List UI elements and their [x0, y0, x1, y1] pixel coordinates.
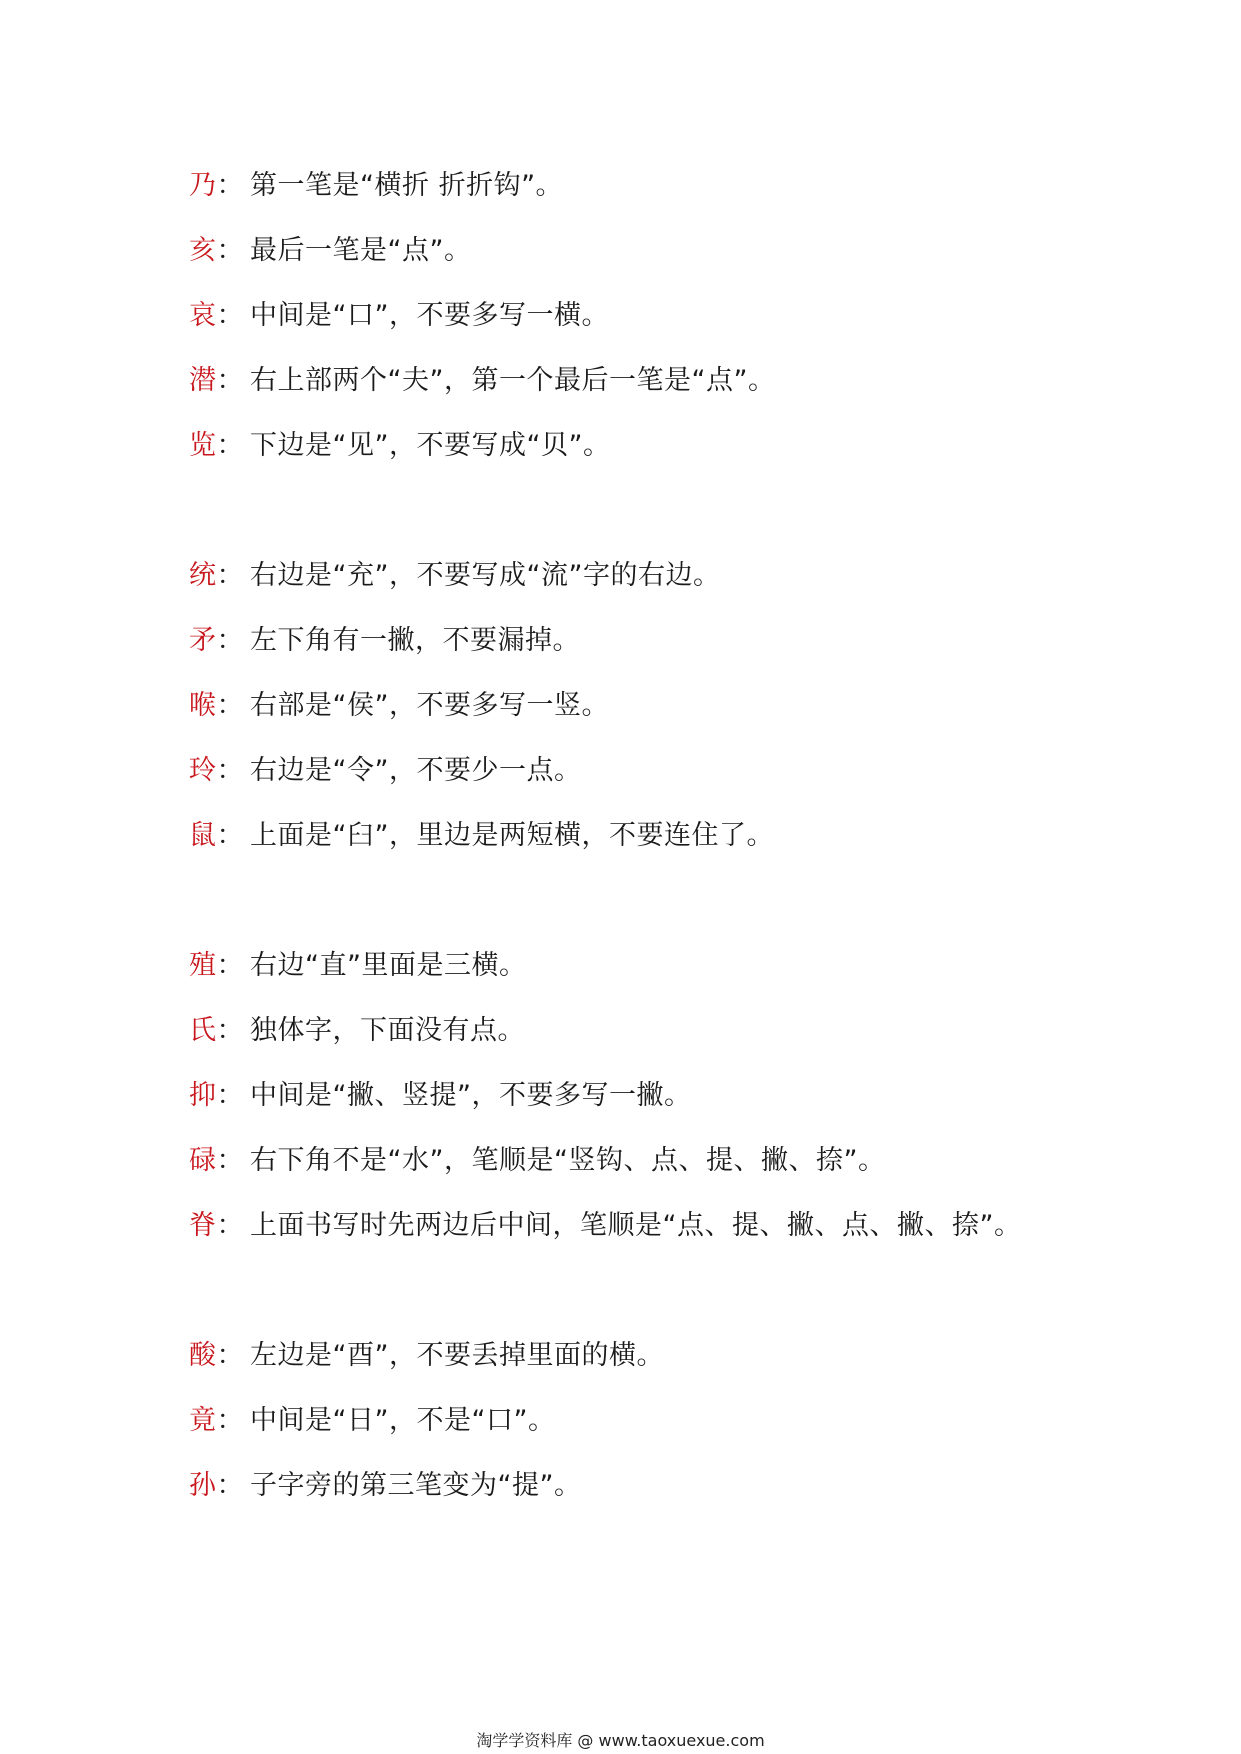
entry-colon: ：: [216, 1210, 244, 1241]
entry-group-2: [189, 543, 1039, 868]
page-footer: 淘学学资料库 @ www.taoxuexue.com: [476, 1731, 765, 1750]
entry-text: 上面是“臼”，里边是两短横，不要连住了。: [250, 820, 774, 851]
entry-text: 左下角有一撇，不要漏掉。: [250, 625, 580, 656]
entry-ji: [189, 1193, 1039, 1258]
entry-shi: [189, 998, 1039, 1063]
entry-text: 中间是“撇、竖提”，不要多写一撇。: [250, 1080, 692, 1111]
entry-hai: [189, 218, 1039, 283]
entry-group-1: [189, 153, 1039, 478]
entry-colon: ：: [216, 170, 244, 201]
entry-char: 殖: [189, 950, 217, 981]
entry-char: 酸: [189, 1340, 217, 1371]
entry-colon: ：: [216, 690, 244, 721]
entry-char: 氏: [189, 1015, 217, 1046]
entry-colon: ：: [216, 1015, 244, 1046]
entry-tong: [189, 543, 1039, 608]
entry-text: 右边是“充”，不要写成“流”字的右边。: [250, 560, 721, 591]
entry-char: 矛: [189, 625, 217, 656]
entry-text: 右上部两个“夫”，第一个最后一笔是“点”。: [250, 365, 776, 396]
entry-group-4: [189, 1323, 1039, 1518]
entry-text: 中间是“口”，不要多写一横。: [250, 300, 609, 331]
entry-text: 第一笔是“横折 折折钩”。: [250, 170, 564, 201]
entry-char: 鼠: [189, 820, 217, 851]
entry-text: 上面书写时先两边后中间，笔顺是“点、提、撇、点、撇、捺”。: [250, 1210, 1022, 1241]
entry-colon: ：: [216, 560, 244, 591]
entry-colon: ：: [216, 430, 244, 461]
entry-text: 右边是“令”，不要少一点。: [250, 755, 582, 786]
entry-char: 抑: [189, 1080, 217, 1111]
entry-colon: ：: [216, 365, 244, 396]
entry-ai: [189, 283, 1039, 348]
entry-shu: [189, 803, 1039, 868]
entry-char: 哀: [189, 300, 217, 331]
entry-colon: ：: [216, 1405, 244, 1436]
entry-colon: ：: [216, 625, 244, 656]
entry-char: 潜: [189, 365, 217, 396]
entry-char: 亥: [189, 235, 217, 266]
entry-jing: [189, 1388, 1039, 1453]
entry-text: 子字旁的第三笔变为“提”。: [250, 1470, 582, 1501]
entry-colon: ：: [216, 1145, 244, 1176]
entry-char: 碌: [189, 1145, 217, 1176]
entry-char: 览: [189, 430, 217, 461]
entry-colon: ：: [216, 235, 244, 266]
entry-char: 喉: [189, 690, 217, 721]
entry-text: 最后一笔是“点”。: [250, 235, 472, 266]
entry-lan: [189, 413, 1039, 478]
entry-char: 孙: [189, 1470, 217, 1501]
entry-char: 统: [189, 560, 217, 591]
entry-text: 左边是“酉”，不要丢掉里面的横。: [250, 1340, 664, 1371]
entry-colon: ：: [216, 820, 244, 851]
entry-text: 右下角不是“水”，笔顺是“竖钩、点、提、撇、捺”。: [250, 1145, 886, 1176]
entry-qian: [189, 348, 1039, 413]
entry-char: 乃: [189, 170, 217, 201]
entry-suan: [189, 1323, 1039, 1388]
entry-lu: [189, 1128, 1039, 1193]
document-body: [189, 153, 1039, 1583]
entry-hou: [189, 673, 1039, 738]
entry-colon: ：: [216, 755, 244, 786]
entry-ling: [189, 738, 1039, 803]
entry-text: 独体字，下面没有点。: [250, 1015, 525, 1046]
entry-yi: [189, 1063, 1039, 1128]
entry-colon: ：: [216, 300, 244, 331]
entry-zhi: [189, 933, 1039, 998]
entry-nai: [189, 153, 1039, 218]
entry-text: 中间是“日”，不是“口”。: [250, 1405, 556, 1436]
entry-char: 竟: [189, 1405, 217, 1436]
entry-text: 下边是“见”，不要写成“贝”。: [250, 430, 611, 461]
entry-group-3: [189, 933, 1039, 1258]
entry-colon: ：: [216, 1080, 244, 1111]
entry-char: 玲: [189, 755, 217, 786]
entry-mao: [189, 608, 1039, 673]
entry-colon: ：: [216, 1470, 244, 1501]
entry-colon: ：: [216, 1340, 244, 1371]
entry-sun: [189, 1453, 1039, 1518]
entry-text: 右边“直”里面是三横。: [250, 950, 527, 981]
entry-char: 脊: [189, 1210, 217, 1241]
entry-text: 右部是“侯”，不要多写一竖。: [250, 690, 609, 721]
entry-colon: ：: [216, 950, 244, 981]
